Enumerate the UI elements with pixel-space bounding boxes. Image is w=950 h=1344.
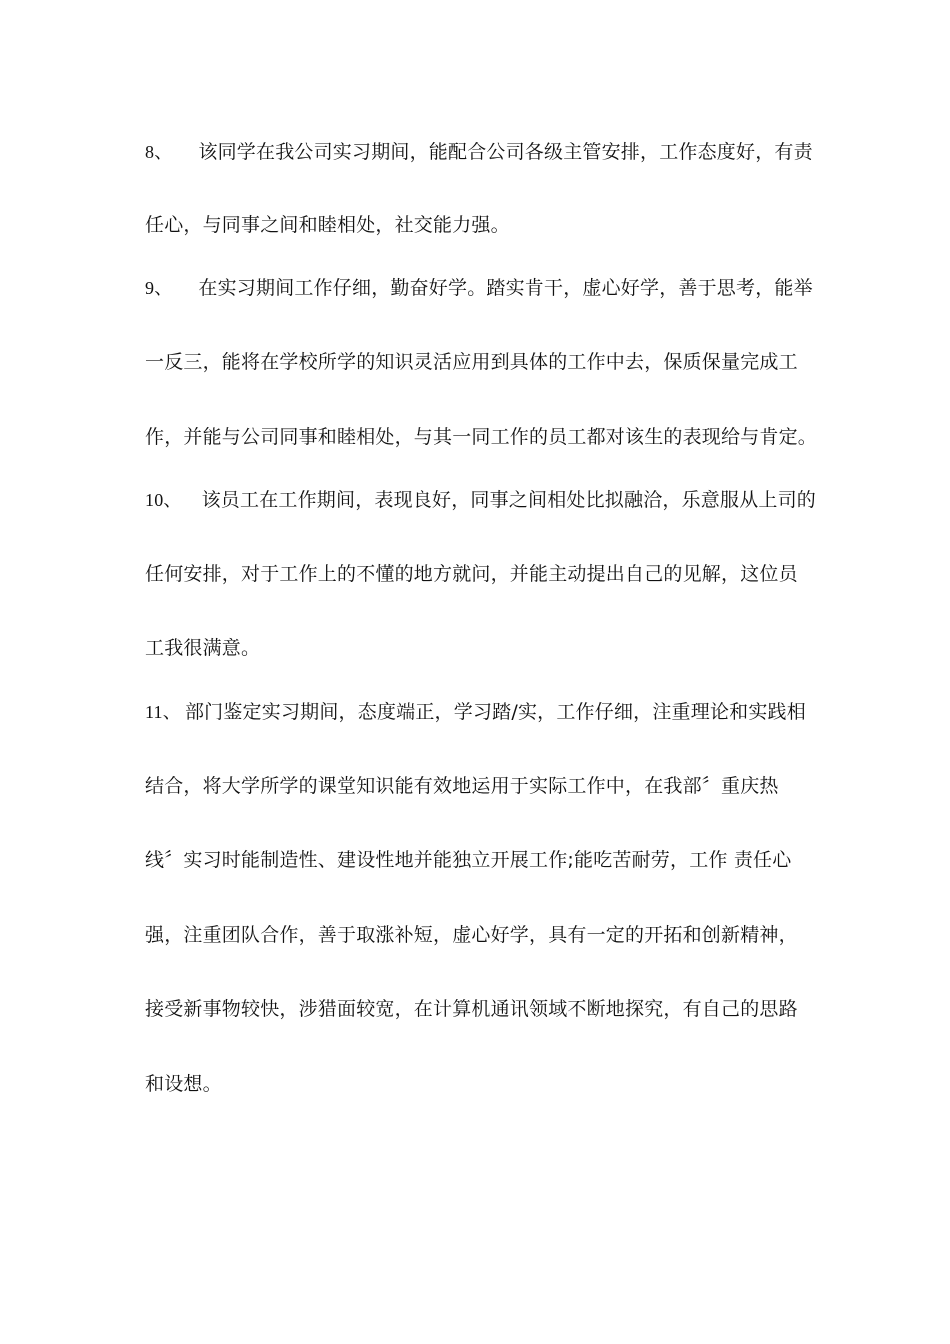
item-text: 部门鉴定实习期间，态度端正，学习踏/实，工作仔细，注重理论和实践相 [184, 701, 806, 723]
item-8-line-1 [145, 140, 813, 164]
item-11-line-5: 接受新事物较快，涉猎面较宽，在计算机通讯领域不断地探究，有自己的思路 [145, 998, 798, 1020]
item-10-line-1 [145, 488, 816, 512]
item-text: 该员工在工作期间，表现良好，同事之间相处比拟融洽，乐意服从上司的 [201, 489, 817, 511]
item-11-line-4: 强，注重团队合作，善于取涨补短，虚心好学，具有一定的开拓和创新精神， [145, 924, 798, 946]
item-11-line-6: 和设想。 [145, 1073, 222, 1095]
item-number: 10、 [145, 490, 182, 510]
item-11-line-3: 线〞实习时能制造性、建设性地并能独立开展工作;能吃苦耐劳，工作 责任心 [145, 849, 792, 871]
item-9-line-3: 作，并能与公司同事和睦相处，与其一同工作的员工都对该生的表现给与肯定。 [145, 426, 818, 448]
item-number: 9、 [145, 278, 173, 298]
item-9-line-1 [145, 276, 813, 300]
item-10-line-3: 工我很满意。 [145, 637, 261, 659]
item-10-line-2: 任何安排，对于工作上的不懂的地方就问，并能主动提出自己的见解，这位员 [145, 563, 798, 585]
item-9-line-2: 一反三，能将在学校所学的知识灵活应用到具体的工作中去，保质保量完成工 [145, 351, 798, 373]
item-11-line-1 [145, 700, 806, 724]
item-11-line-2: 结合，将大学所学的课堂知识能有效地运用于实际工作中，在我部〞重庆热 [145, 775, 779, 797]
item-text: 在实习期间工作仔细，勤奋好学。踏实肯干，虚心好学，善于思考，能举 [198, 277, 813, 299]
item-8-line-2: 任心，与同事之间和睦相处，社交能力强。 [145, 214, 510, 236]
item-number: 11、 [145, 702, 181, 722]
item-number: 8、 [145, 142, 173, 162]
item-text: 该同学在我公司实习期间，能配合公司各级主管安排，工作态度好，有责 [198, 141, 813, 163]
